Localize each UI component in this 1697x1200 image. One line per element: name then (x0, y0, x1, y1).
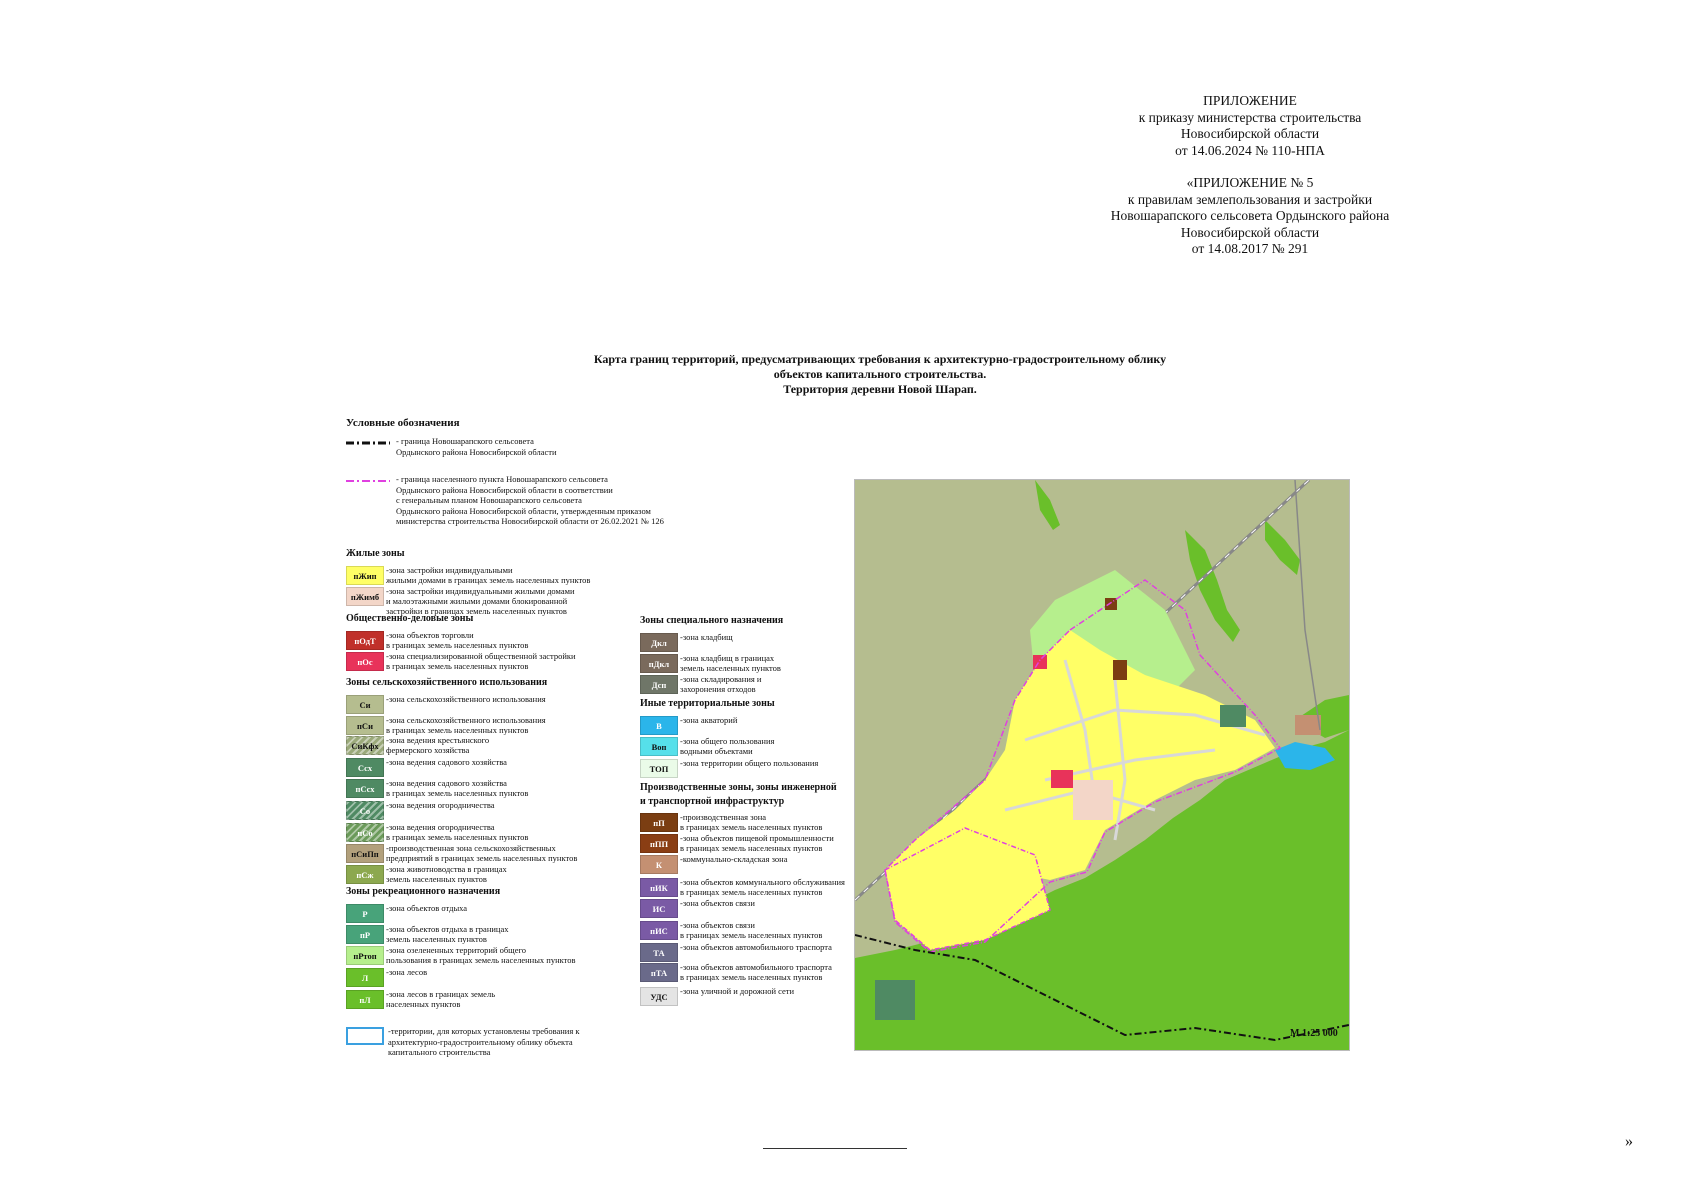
legend-description: -зона ведения крестьянского фермерского хозяйства (386, 735, 490, 755)
legend-swatch: пСиПп (346, 844, 384, 863)
legend-description: -зона ведения огородничества в границах земель населенных пунктов (386, 822, 529, 842)
map-title-line-3: Территория деревни Новой Шарап. (783, 382, 977, 396)
district-boundary-line-sample (346, 440, 390, 446)
cemetery-zone (875, 980, 915, 1020)
map-title-line-2: объектов капитального строительства. (773, 367, 987, 381)
legend-swatch: Воп (640, 737, 678, 756)
legend-description: -зона озелененных территорий общего пользования в границах земель населенных пунктов (386, 945, 576, 965)
legend-swatch: пЖимб (346, 587, 384, 606)
legend-section-title: Зоны рекреационного назначения (346, 886, 501, 897)
legend-description: -зона уличной и дорожной сети (680, 986, 795, 996)
legend-title: Условные обозначения (346, 417, 460, 429)
legend-description: -зона сельскохозяйственного использования в границах земель населенных пунктов (386, 715, 546, 735)
legend-section-title: Производственные зоны, зоны инженерной и транспортной инфраструктур (640, 782, 837, 807)
legend-description: -зона кладбищ (680, 632, 733, 642)
legend-description: -зона застройки индивидуальными жилыми домами и малоэтажными жилыми домами блокированной застройки в границах земель населенных пунктов (386, 586, 575, 616)
legend-swatch: пР (346, 925, 384, 944)
legend-swatch: пРтоп (346, 946, 384, 965)
footer-separator (763, 1148, 907, 1149)
legend-swatch: пТА (640, 963, 678, 982)
legend-swatch: ТА (640, 943, 678, 962)
legend-swatch: В (640, 716, 678, 735)
legend-swatch: пДкл (640, 654, 678, 673)
warehouse-zone (1295, 715, 1321, 735)
appendix-header (1060, 93, 1440, 258)
legend-swatch: пСж (346, 865, 384, 884)
settlement-boundary-label: - граница населенного пункта Новошарапского сельсовета Ордынского района Новосибирской области в соответствии с генеральным планом Новошарапского сельсовета Ордынского района Новосибирской области, утвержденным приказом министерства строительства Новосибирской области от 26.02.2021 № 126 (396, 474, 664, 526)
legend-description: -зона животноводства в границах земель населенных пунктов (386, 864, 507, 884)
industrial-zone-2 (1105, 598, 1117, 610)
legend-description: -коммунально-складская зона (680, 854, 788, 864)
legend-swatch: Дсп (640, 675, 678, 694)
zoning-map[interactable] (854, 479, 1350, 1051)
legend-description: -зона объектов торговли в границах земель населенных пунктов (386, 630, 529, 650)
header-1-line-1: ПРИЛОЖЕНИЕ (1203, 93, 1297, 108)
legend-swatch: ИС (640, 899, 678, 918)
header-2-line-4: Новосибирской области (1180, 224, 1320, 240)
legend-description: -зона сельскохозяйственного использования (386, 694, 546, 704)
legend-description: -зона территории общего пользования (680, 758, 819, 768)
header-2-line-1: «ПРИЛОЖЕНИЕ № 5 (1186, 175, 1314, 190)
industrial-zone-1 (1113, 660, 1127, 680)
legend-section-title: Общественно-деловые зоны (346, 613, 474, 624)
header-1-line-3: Новосибирской области (1180, 126, 1320, 141)
legend-description: -зона застройки индивидуальными жилыми домами в границах земель населенных пунктов (386, 565, 591, 585)
header-1-line-2: к приказу министерства строительства (1138, 109, 1362, 125)
map-scale: М 1:25 000 (1290, 1028, 1338, 1039)
closing-quote: » (1625, 1133, 1633, 1150)
legend-section-title: Зоны сельскохозяйственного использования (346, 677, 548, 688)
district-boundary-label: - граница Новошарапского сельсовета Ордынского района Новосибирской области (396, 436, 557, 457)
legend-description: -зона объектов пищевой промышленности в границах земель населенных пунктов (680, 833, 834, 853)
legend-swatch: Р (346, 904, 384, 923)
legend-description: -зона кладбищ в границах земель населенных пунктов (680, 653, 781, 673)
legend-description: -производственная зона сельскохозяйственных предприятий в границах земель населенных пунктов (386, 843, 578, 863)
legend-description: -зона общего пользования водными объектами (680, 736, 775, 756)
legend-description: -зона специализированной общественной застройки в границах земель населенных пунктов (386, 651, 576, 671)
appendix-header-block-1 (1060, 93, 1440, 159)
legend-swatch: пОс (346, 652, 384, 671)
legend-swatch: пСи (346, 716, 384, 735)
header-2-line-3: Новошарапского сельсовета Ордынского района (1110, 208, 1390, 223)
legend-swatch: Дкл (640, 633, 678, 652)
legend-description: -зона объектов связи (680, 898, 755, 908)
legend-description: -зона лесов в границах земель населенных пунктов (386, 989, 496, 1009)
legend-swatch: УДС (640, 987, 678, 1006)
header-2-line-5: от 14.08.2017 № 291 (1191, 241, 1309, 256)
public-zone-1 (1051, 770, 1073, 788)
legend-swatch: СиКфх (346, 736, 384, 755)
requirement-territory-label: -территории, для которых установлены требования к архитектурно-градостроительному облику объекта капитального строительства (388, 1026, 580, 1057)
legend-description: -зона акваторий (680, 715, 738, 725)
legend-description: -зона объектов отдыха (386, 903, 468, 913)
legend-description: -зона ведения огородничества (386, 800, 495, 810)
legend-swatch: Ссх (346, 758, 384, 777)
map-title (480, 352, 1280, 397)
gardening-zone (1220, 705, 1246, 727)
legend-description: -зона лесов (386, 967, 428, 977)
legend-swatch: Си (346, 695, 384, 714)
legend-swatch: пПП (640, 834, 678, 853)
legend-description: -зона объектов отдыха в границах земель населенных пунктов (386, 924, 509, 944)
legend-description: -зона ведения садового хозяйства (386, 757, 507, 767)
legend-swatch: ТОП (640, 759, 678, 778)
legend-swatch: пОдТ (346, 631, 384, 650)
legend-description: -зона объектов автомобильного траспорта в границах земель населенных пунктов (680, 962, 832, 982)
legend-description: -зона ведения садового хозяйства в границах земель населенных пунктов (386, 778, 529, 798)
legend-description: -производственная зона в границах земель населенных пунктов (680, 812, 823, 832)
legend-section-title: Зоны специального назначения (640, 615, 784, 626)
legend-description: -зона объектов автомобильного траспорта (680, 942, 832, 952)
blocked-housing-zone (1073, 780, 1113, 820)
legend-swatch: пСсх (346, 779, 384, 798)
legend-section-title: Жилые зоны (346, 548, 405, 559)
legend-section-title: Иные территориальные зоны (640, 698, 775, 709)
legend-swatch: пЖип (346, 566, 384, 585)
requirement-territory-swatch (346, 1027, 384, 1045)
legend-swatch: Л (346, 968, 384, 987)
legend-swatch: пСо (346, 823, 384, 842)
legend-swatch: пЛ (346, 990, 384, 1009)
legend-swatch: пИС (640, 921, 678, 940)
legend-description: -зона складирования и захоронения отходов (680, 674, 762, 694)
legend-swatch: пП (640, 813, 678, 832)
legend-description: -зона объектов коммунального обслуживания в границах земель населенных пунктов (680, 877, 845, 897)
header-1-line-4: от 14.06.2024 № 110-НПА (1175, 142, 1325, 158)
appendix-header-block-2 (1060, 175, 1440, 258)
header-2-line-2: к правилам землепользования и застройки (1127, 191, 1373, 207)
legend-swatch: Со (346, 801, 384, 820)
map-title-line-1: Карта границ территорий, предусматривающих требования к архитектурно-градостроительному облику (593, 352, 1167, 366)
legend-swatch: К (640, 855, 678, 874)
legend-swatch: пИК (640, 878, 678, 897)
legend-description: -зона объектов связи в границах земель населенных пунктов (680, 920, 823, 940)
settlement-boundary-line-sample (346, 478, 390, 484)
zoning-map-canvas (855, 480, 1349, 1050)
